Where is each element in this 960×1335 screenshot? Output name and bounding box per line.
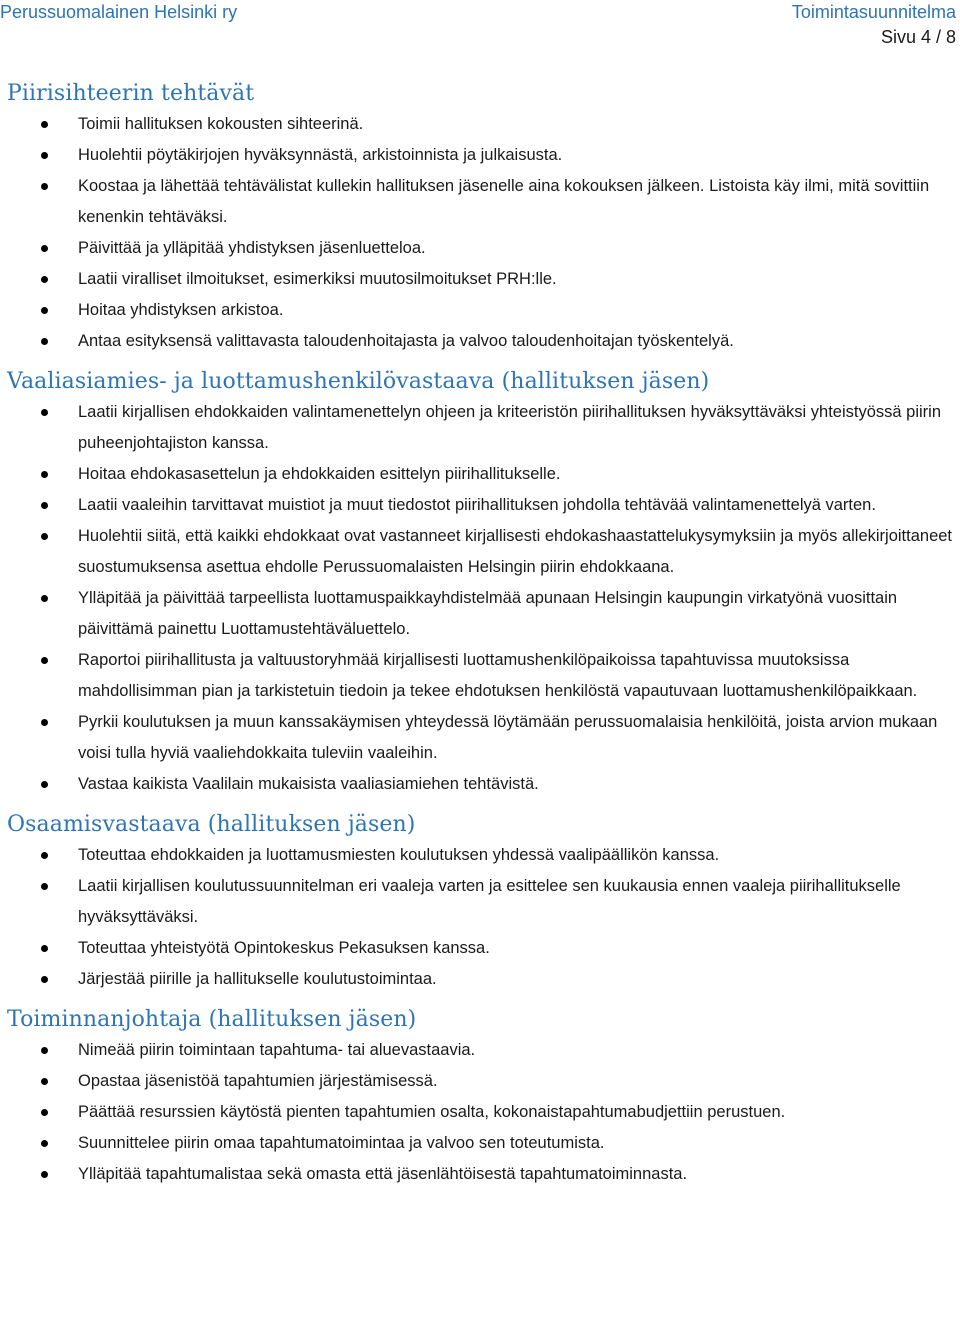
- list-item: Vastaa kaikista Vaalilain mukaisista vaaliasiamiehen tehtävistä.: [7, 769, 953, 800]
- list-item: Päivittää ja ylläpitää yhdistyksen jäsenluetteloa.: [7, 233, 953, 264]
- section-osaamisvastaava: [7, 809, 953, 995]
- bullet-list: [7, 397, 953, 800]
- page-header: [0, 0, 960, 56]
- document-title: Toimintasuunnitelma: [791, 2, 956, 22]
- list-item: Toteuttaa ehdokkaiden ja luottamusmiesten koulutuksen yhdessä vaalipäällikön kanssa.: [7, 840, 953, 871]
- list-item: Pyrkii koulutuksen ja muun kanssakäymisen yhteydessä löytämään perussuomalaisia henkilöitä, joista arvion mukaan voisi tulla hyviä vaaliehdokkaita tuleviin vaaleihin.: [7, 707, 953, 769]
- section-vaaliasiamies: [7, 366, 953, 800]
- list-item: Suunnittelee piirin omaa tapahtumatoimintaa ja valvoo sen toteutumista.: [7, 1128, 953, 1159]
- list-item: Huolehtii pöytäkirjojen hyväksynnästä, arkistoinnista ja julkaisusta.: [7, 140, 953, 171]
- bullet-list: [7, 1035, 953, 1190]
- list-item: Laatii viralliset ilmoitukset, esimerkiksi muutosilmoitukset PRH:lle.: [7, 264, 953, 295]
- list-item: Opastaa jäsenistöä tapahtumien järjestämisessä.: [7, 1066, 953, 1097]
- bullet-list: [7, 109, 953, 357]
- list-item: Hoitaa ehdokasasettelun ja ehdokkaiden esittelyn piirihallitukselle.: [7, 459, 953, 490]
- section-heading: Piirisihteerin tehtävät: [7, 81, 255, 106]
- list-item: Laatii vaaleihin tarvittavat muistiot ja muut tiedostot piirihallituksen johdolla tehtävää valintamenettelyä varten.: [7, 490, 953, 521]
- list-item: Laatii kirjallisen ehdokkaiden valintamenettelyn ohjeen ja kriteeristön piirihallituksen hyväksyttäväksi yhteistyössä piirin puheenjohtajiston kanssa.: [7, 397, 953, 459]
- list-item: Antaa esityksensä valittavasta taloudenhoitajasta ja valvoo taloudenhoitajan työskentelyä.: [7, 326, 953, 357]
- document-body: [7, 78, 953, 1190]
- section-heading: Osaamisvastaava (hallituksen jäsen): [7, 812, 416, 837]
- list-item: Laatii kirjallisen koulutussuunnitelman eri vaaleja varten ja esittelee sen kuukausia ennen vaaleja piirihallitukselle hyväksyttäväksi.: [7, 871, 953, 933]
- section-heading: Toiminnanjohtaja (hallituksen jäsen): [7, 1007, 417, 1032]
- list-item: Toimii hallituksen kokousten sihteerinä.: [7, 109, 953, 140]
- list-item: Ylläpitää ja päivittää tarpeellista luottamuspaikkayhdistelmää apunaan Helsingin kaupungin virkatyönä vuosittain päivittämä painettu Luottamustehtäväluettelo.: [7, 583, 953, 645]
- section-piirisihteeri: [7, 78, 953, 357]
- list-item: Hoitaa yhdistyksen arkistoa.: [7, 295, 953, 326]
- list-item: Järjestää piirille ja hallitukselle koulutustoimintaa.: [7, 964, 953, 995]
- list-item: Raportoi piirihallitusta ja valtuustoryhmää kirjallisesti luottamushenkilöpaikoissa tapahtuvissa muutoksissa mahdollisimman pian ja tarkistetuin tiedoin ja tekee ehdotuksen henkilöstä vapautuvaan luottamushenkilöpaikkaan.: [7, 645, 953, 707]
- section-toiminnanjohtaja: [7, 1004, 953, 1190]
- bullet-list: [7, 840, 953, 995]
- list-item: Nimeää piirin toimintaan tapahtuma- tai aluevastaavia.: [7, 1035, 953, 1066]
- list-item: Ylläpitää tapahtumalistaa sekä omasta että jäsenlähtöisestä tapahtumatoiminnasta.: [7, 1159, 953, 1190]
- organization-name: Perussuomalainen Helsinki ry: [0, 2, 238, 22]
- list-item: Koostaa ja lähettää tehtävälistat kullekin hallituksen jäsenelle aina kokouksen jälkeen. Listoista käy ilmi, mitä sovittiin kenenkin tehtäväksi.: [7, 171, 953, 233]
- list-item: Päättää resurssien käytöstä pienten tapahtumien osalta, kokonaistapahtumabudjettiin perustuen.: [7, 1097, 953, 1128]
- list-item: Toteuttaa yhteistyötä Opintokeskus Pekasuksen kanssa.: [7, 933, 953, 964]
- page-number: Sivu 4 / 8: [880, 27, 956, 47]
- list-item: Huolehtii siitä, että kaikki ehdokkaat ovat vastanneet kirjallisesti ehdokashaastattelukysymyksiin ja myös allekirjoittaneet suostumuksensa asettua ehdolle Perussuomalaisten Helsingin piirin ehdokkaana.: [7, 521, 953, 583]
- section-heading: Vaaliasiamies- ja luottamushenkilövastaava (hallituksen jäsen): [7, 369, 710, 394]
